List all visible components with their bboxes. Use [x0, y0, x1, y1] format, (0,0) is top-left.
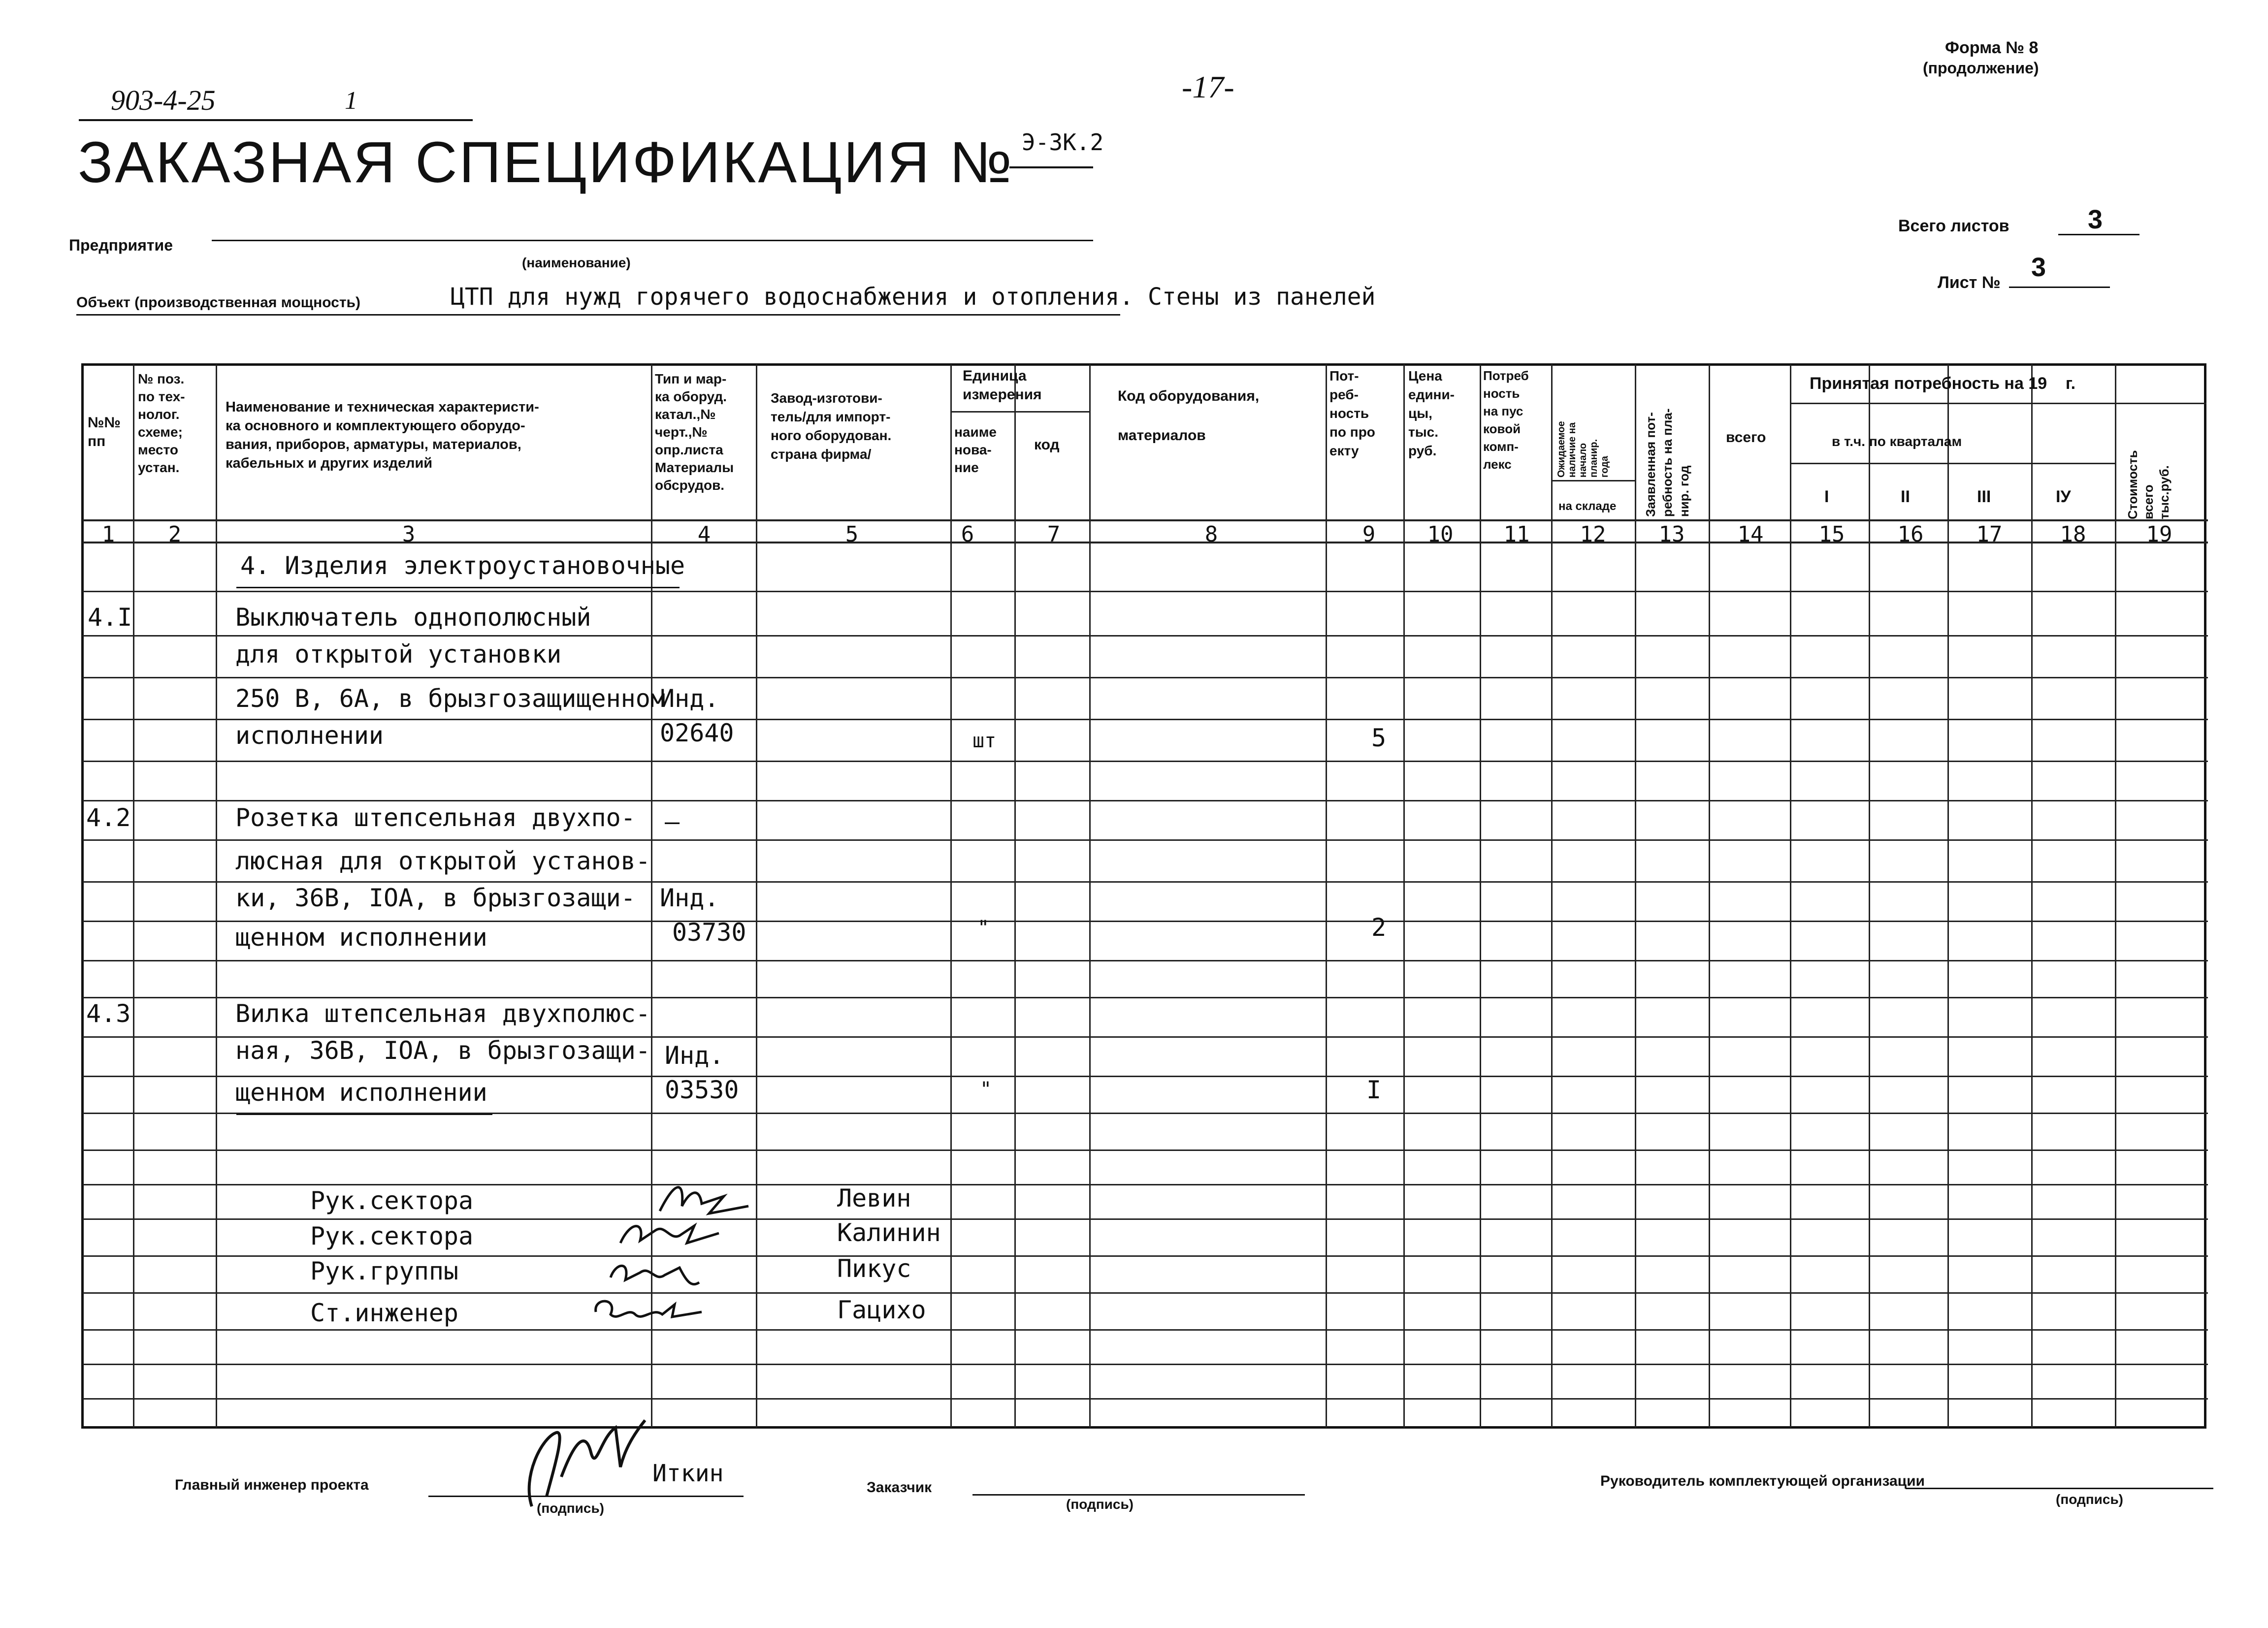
signatory-role: Рук.группы: [310, 1257, 459, 1285]
header-col-8: Код оборудования, материалов: [1118, 388, 1260, 444]
form-continuation: (продолжение): [1923, 59, 2039, 77]
col-divider: [1480, 364, 1481, 1428]
spec-number: Э-ЗК.2: [1022, 129, 1104, 156]
row-line: [83, 1218, 2208, 1220]
header-bottom-line: [83, 519, 2208, 521]
total-sheets-label: Всего листов: [1898, 217, 2009, 235]
quarters-subheader-line: [1790, 463, 2115, 464]
col-divider: [1635, 364, 1636, 1428]
col-divider: [950, 364, 952, 1428]
item-number: 4.I: [88, 603, 132, 632]
row-line: [83, 761, 2208, 762]
header-col-1: №№ пп: [88, 415, 121, 449]
col-number: 8: [1204, 522, 1218, 547]
signatory-role: Ст.инженер: [310, 1299, 459, 1327]
object-value: ЦТП для нужд горячего водоснабжения и отопления. Стены из панелей: [451, 283, 1376, 311]
row-line: [83, 635, 2208, 637]
doc-number-underline: [79, 119, 473, 121]
col-divider: [1551, 364, 1553, 1428]
col-number: 2: [168, 522, 182, 547]
signatory-name: Гацихо: [837, 1296, 926, 1324]
col-divider: [756, 364, 757, 1428]
header-col-13: Заявленная пот- ребность на пла- нир. год: [1643, 408, 1691, 517]
enterprise-caption: (наименование): [522, 255, 631, 270]
col-number: 13: [1658, 522, 1685, 547]
col-divider: [1790, 364, 1791, 1428]
col-number: 6: [961, 522, 974, 547]
col-divider: [1014, 364, 1016, 1428]
header-col-16: II: [1901, 487, 1910, 506]
item-quantity: 2: [1371, 913, 1387, 942]
handwritten-signature: [606, 1253, 704, 1292]
col-divider: [1869, 364, 1870, 1428]
supplier-sign-line: [1906, 1488, 2213, 1489]
item-type-code: 03530: [665, 1076, 739, 1104]
col-divider: [1089, 364, 1091, 1428]
header-col-10: Цена едини- цы, тыс. руб.: [1408, 368, 1455, 458]
signatory-role: Рук.сектора: [310, 1222, 474, 1250]
handwritten-signature: [502, 1418, 650, 1511]
unit-subheader-line: [950, 411, 1089, 413]
header-col-12-stock: на складе: [1558, 500, 1617, 513]
item-description-line: для открытой установки: [235, 640, 562, 669]
item-description-line: щенном исполнении: [235, 1078, 487, 1107]
row-line: [83, 881, 2208, 883]
row-line: [83, 839, 2208, 841]
item-type: Инд.: [665, 1041, 724, 1070]
col-number: 14: [1737, 522, 1764, 547]
item-number: 4.3: [86, 999, 131, 1028]
header-col-9: Пот- реб- ность по про екту: [1329, 368, 1375, 458]
section-title: 4. Изделия электроустановочные: [240, 551, 685, 580]
row-line: [83, 1292, 2208, 1294]
col-number: 10: [1427, 522, 1454, 547]
row-line: [83, 997, 2208, 998]
item-description-line: исполнении: [235, 721, 384, 750]
col-number: 3: [402, 522, 416, 547]
sheet-underline: [2009, 287, 2110, 288]
customer-sign-line: [972, 1494, 1305, 1496]
header-col-7: код: [1034, 437, 1060, 453]
total-sheets-value: 3: [2088, 205, 2103, 234]
item-unit: шт: [972, 730, 997, 752]
col-divider: [2115, 364, 2116, 1428]
handwritten-signature: [655, 1177, 753, 1221]
header-unit: Единица измерения: [963, 368, 1042, 403]
col-number: 5: [845, 522, 859, 547]
item-unit: ": [977, 917, 990, 939]
header-col-4: Тип и мар- ка оборуд. катал.,№ черт.,№ опр.листа Материалы обсрудов.: [655, 371, 734, 493]
item-description-line: ки, 36В, IOA, в брызгозащи-: [235, 884, 636, 912]
item-type: Инд.: [660, 884, 719, 912]
col-number: 11: [1503, 522, 1530, 547]
row-line: [83, 1076, 2208, 1077]
item-dash: –: [665, 807, 680, 836]
document-number: 903-4-25: [111, 84, 216, 116]
header-col-3: Наименование и техническая характеристи- ка основного и комплектующего оборудо- вания, приборов, арматуры, материалов, кабельных и других изделий: [226, 399, 539, 471]
col-number: 12: [1580, 522, 1606, 547]
row-line: [83, 1184, 2208, 1185]
item-description-line: Розетка штепсельная двухпо-: [235, 803, 636, 832]
row-line: [83, 960, 2208, 961]
accepted-subheader-line: [1790, 403, 2206, 404]
spec-number-underline: [1009, 166, 1093, 168]
item-description-line: люсная для открытой установ-: [235, 847, 650, 875]
item-underline: [236, 1114, 492, 1115]
section-title-underline: [236, 587, 680, 588]
item-type: Инд.: [660, 684, 719, 713]
header-col-5: Завод-изготови- тель/для импорт- ного оборудован. страна фирма/: [771, 390, 892, 462]
chief-engineer-label: Главный инженер проекта: [175, 1477, 369, 1493]
col-number: 17: [1976, 522, 2003, 547]
col-divider: [1326, 364, 1327, 1428]
total-sheets-underline: [2058, 234, 2139, 235]
item-description-line: Выключатель однополюсный: [235, 603, 591, 632]
header-col-14: всего: [1726, 429, 1766, 446]
handwritten-signature: [616, 1216, 724, 1250]
col-number: 7: [1047, 522, 1061, 547]
signatory-name: Левин: [837, 1184, 911, 1213]
col-divider: [133, 364, 134, 1428]
item-description-line: щенном исполнении: [235, 923, 487, 952]
col-divider: [2031, 364, 2033, 1428]
supplier-caption: (подпись): [2056, 1492, 2123, 1507]
col-divider: [1403, 364, 1405, 1428]
col-divider: [216, 364, 217, 1428]
row-line: [83, 1364, 2208, 1365]
signatory-role: Рук.сектора: [310, 1186, 474, 1215]
header-col-12: Ожидаемое наличие на начало планир. года: [1556, 421, 1610, 478]
header-accepted: Принятая потребность на 19 г.: [1810, 374, 2076, 393]
signatory-name: Калинин: [837, 1218, 941, 1247]
item-unit: ": [980, 1078, 992, 1101]
col-number: 4: [697, 522, 711, 547]
col-divider: [1947, 364, 1949, 1428]
item-quantity: 5: [1371, 724, 1387, 752]
supplier-label: Руководитель комплектующей организации: [1600, 1473, 1925, 1489]
item-type-code: 02640: [660, 719, 734, 747]
row-line: [83, 800, 2208, 801]
object-underline: [76, 314, 1120, 316]
row-line: [83, 1329, 2208, 1331]
customer-caption: (подпись): [1066, 1497, 1134, 1512]
page-number: -17-: [1182, 69, 1234, 104]
row-line: [83, 1149, 2208, 1151]
row-line: [83, 1398, 2208, 1400]
header-col-2: № поз. по тех- нолог. схеме; место устан.: [138, 371, 185, 475]
item-description-line: 250 В, 6А, в брызгозащищенном: [235, 684, 665, 713]
col-number: 16: [1897, 522, 1924, 547]
header-col-15: I: [1824, 487, 1829, 506]
signatory-name: Пикус: [837, 1254, 911, 1283]
col-number: 15: [1818, 522, 1845, 547]
row-line: [83, 677, 2208, 678]
header-col-17: III: [1977, 487, 1991, 506]
sheet-value: 3: [2031, 253, 2046, 282]
handwritten-signature: [588, 1292, 707, 1327]
object-label: Объект (производственная мощность): [76, 294, 360, 311]
item-number: 4.2: [86, 803, 131, 832]
col-number: 18: [2060, 522, 2086, 547]
item-quantity: I: [1366, 1076, 1382, 1104]
header-col-18: IУ: [2056, 487, 2071, 506]
col-number: 9: [1362, 522, 1376, 547]
header-col-19: Стоимость всего тыс.руб.: [2125, 450, 2171, 519]
col-number: 1: [101, 522, 115, 547]
item-type-code: 03730: [672, 918, 746, 947]
chief-engineer-caption: (подпись): [537, 1500, 604, 1516]
form-label: Форма № 8: [1945, 38, 2039, 57]
chief-engineer-name: Иткин: [652, 1460, 724, 1487]
customer-label: Заказчик: [867, 1479, 932, 1496]
header-col-11: Потреб ность на пус ковой комп- лекс: [1483, 368, 1529, 472]
enterprise-label: Предприятие: [69, 236, 173, 254]
stock-subheader-line: [1551, 480, 1635, 481]
document-suffix: 1: [345, 87, 357, 115]
document-title: ЗАКАЗНАЯ СПЕЦИФИКАЦИЯ №: [78, 130, 1014, 195]
item-description-line: ная, 36В, IOA, в брызгозащи-: [235, 1036, 650, 1065]
item-description-line: Вилка штепсельная двухполюс-: [235, 999, 650, 1028]
sheet-label: Лист №: [1938, 273, 2001, 292]
row-line: [83, 719, 2208, 720]
row-line: [83, 921, 2208, 922]
header-quarters: в т.ч. по кварталам: [1832, 434, 1962, 449]
header-col-6: наиме нова- ние: [954, 424, 997, 475]
row-line: [83, 591, 2208, 592]
enterprise-field-line: [212, 240, 1093, 241]
col-divider: [1709, 364, 1710, 1428]
col-number: 19: [2146, 522, 2172, 547]
